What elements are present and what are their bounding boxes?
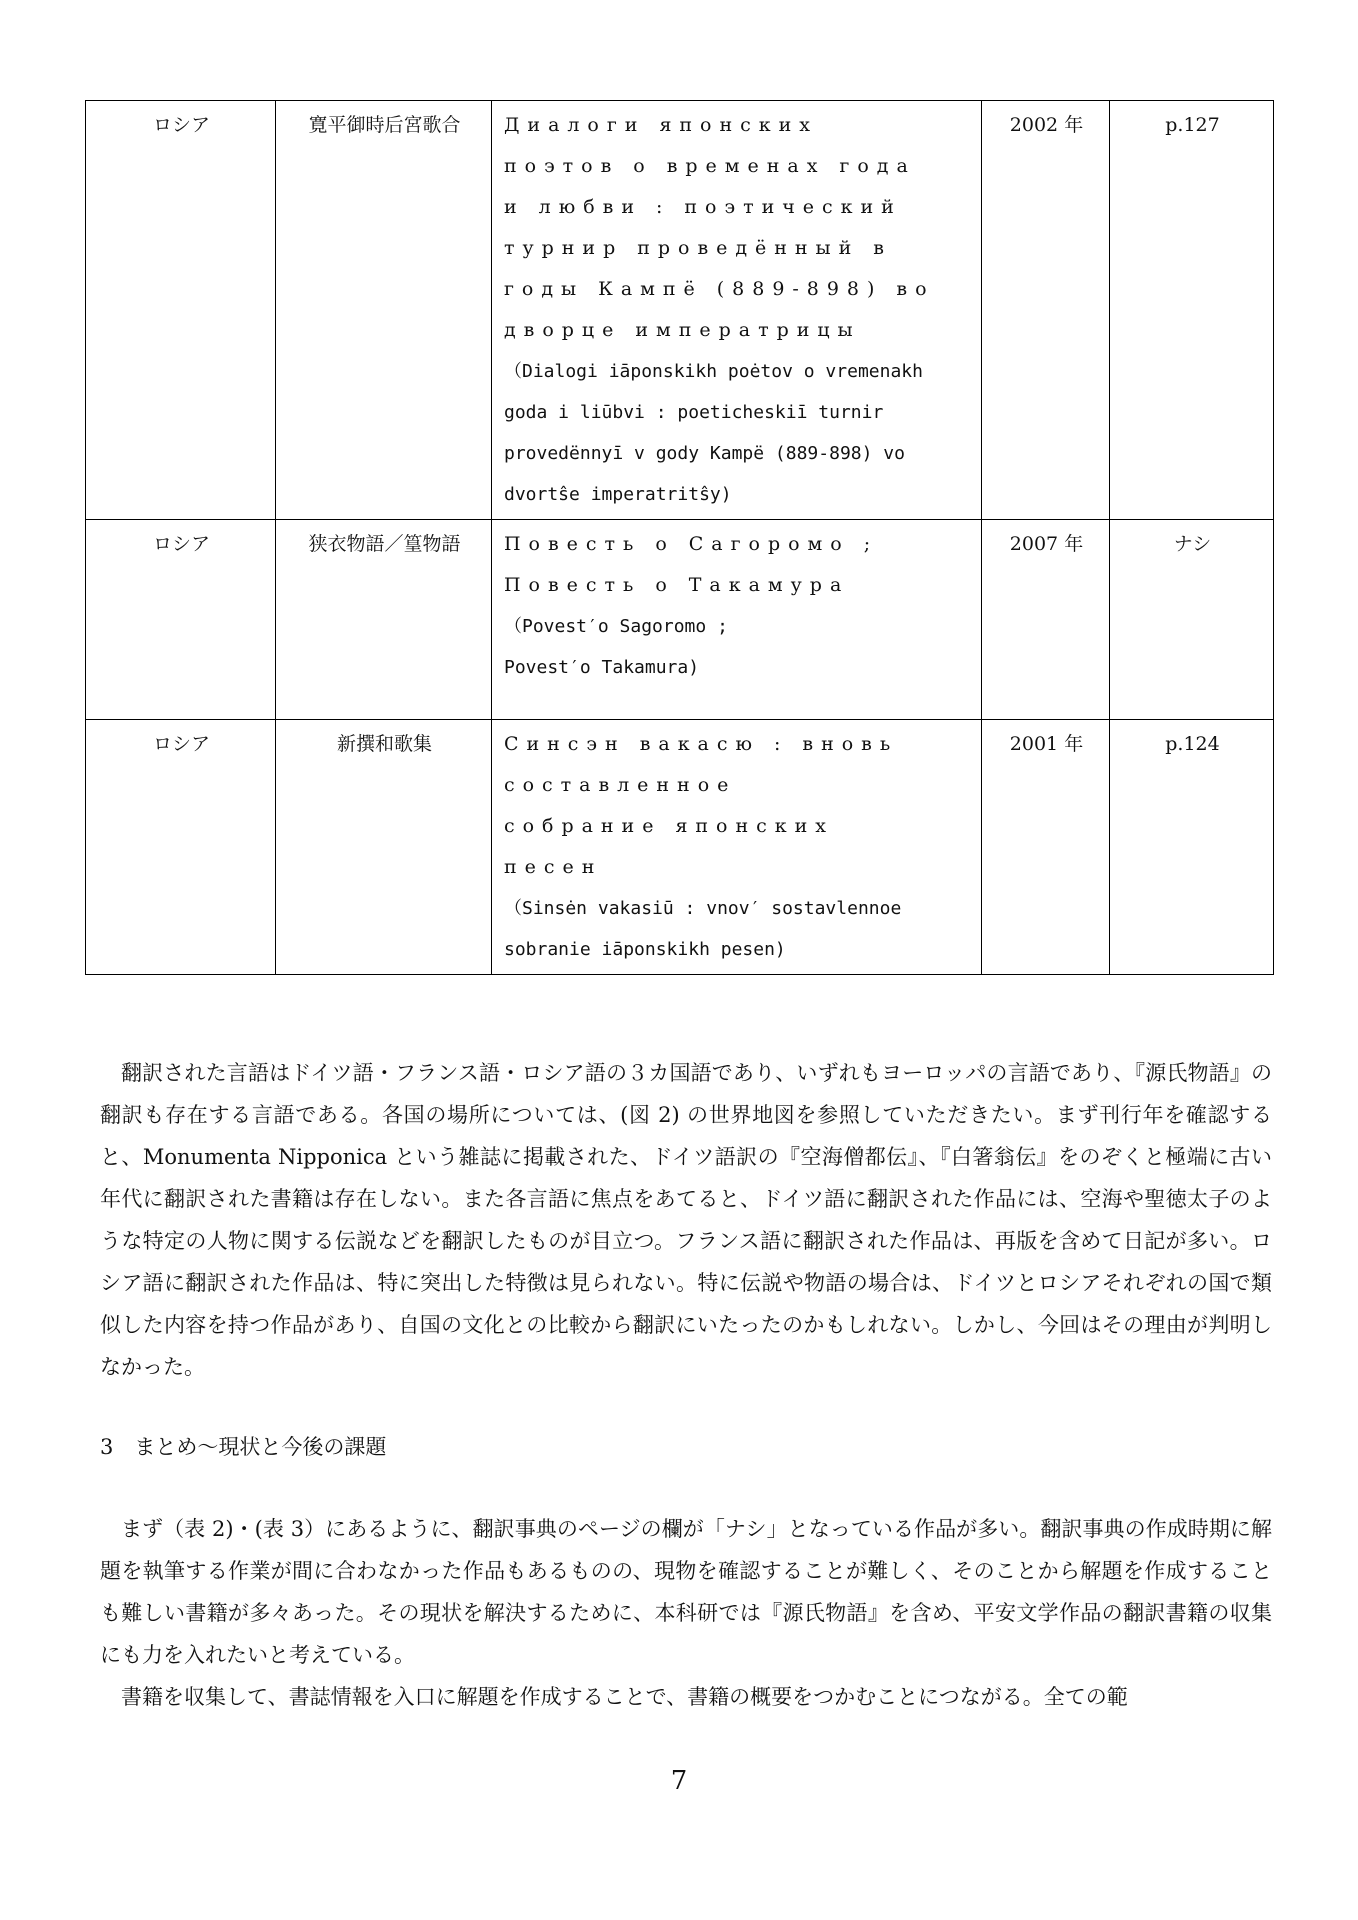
translations-table	[85, 100, 1274, 975]
cell-page: ナシ	[1110, 520, 1274, 720]
table-row	[86, 720, 1274, 975]
title-line: собрание японских	[504, 815, 834, 837]
title-line: турнир проведённый в	[504, 237, 892, 259]
cell-work: 新撰和歌集	[276, 720, 492, 975]
title-line: goda i liūbvi : poeticheskiī turnir	[504, 402, 884, 423]
cell-country: ロシア	[86, 720, 276, 975]
title-line: песен	[504, 856, 603, 878]
cell-year: 2001 年	[982, 720, 1110, 975]
cell-year: 2007 年	[982, 520, 1110, 720]
title-line: Диалоги японских	[504, 114, 818, 136]
title-line: годы Кампё (889-898) во	[504, 278, 935, 300]
title-line: Синсэн вакасю : вновь	[504, 733, 899, 755]
title-line: поэтов о временах года	[504, 155, 916, 177]
title-line: составленное	[504, 774, 737, 796]
title-line: Povest′o Takamura)	[504, 657, 700, 678]
title-line: （Sinsėn vakasiū : vnov′ sostavlennoe	[504, 898, 902, 919]
section-heading: 3 まとめ～現状と今後の課題	[100, 1435, 387, 1459]
table-body	[86, 101, 1274, 975]
table-row	[86, 520, 1274, 720]
title-line: （Povest′o Sagoromo ;	[504, 616, 728, 637]
cell-year: 2002 年	[982, 101, 1110, 520]
paragraph-translated-languages: 翻訳された言語はドイツ語・フランス語・ロシア語の３カ国語であり、いずれもヨーロッパの言語であり、『源氏物語』の翻訳も存在する言語である。各国の場所については、(図 2) の世界地図を参照していただきたい。まず刊行年を確認すると、Monumenta Nipponica という雑誌に掲載された、ドイツ語訳の『空海僧都伝』、『白箸翁伝』をのぞくと極端に古い年代に翻訳された書籍は存在しない。また各言語に焦点をあてると、ドイツ語に翻訳された作品には、空海や聖徳太子のような特定の人物に関する伝説などを翻訳したものが目立つ。フランス語に翻訳された作品は、再版を含めて日記が多い。ロシア語に翻訳された作品は、特に突出した特徴は見られない。特に伝説や物語の場合は、ドイツとロシアそれぞれの国で類似した内容を持つ作品があり、自国の文化との比較から翻訳にいたったのかもしれない。しかし、今回はその理由が判明しなかった。	[100, 1061, 1272, 1379]
cell-page: p.127	[1110, 101, 1274, 520]
cell-work: 寛平御時后宮歌合	[276, 101, 492, 520]
page-number: 7	[670, 1766, 688, 1796]
title-line: dvortŝe imperatritŝy)	[504, 484, 732, 505]
cell-page: p.124	[1110, 720, 1274, 975]
title-line: Повесть о Такамура	[504, 574, 850, 596]
cell-title	[492, 720, 982, 975]
cell-work: 狭衣物語／篁物語	[276, 520, 492, 720]
paragraph-future-work: 書籍を収集して、書誌情報を入口に解題を作成することで、書籍の概要をつかむことにつながる。全ての範	[121, 1685, 1128, 1709]
cell-title	[492, 520, 982, 720]
title-line: （Dialogi iāponskikh poėtov o vremenakh	[504, 361, 923, 382]
title-line: Повесть о Сагоромо ;	[504, 533, 879, 555]
cell-country: ロシア	[86, 101, 276, 520]
paragraph-current-status: まず（表 2)・(表 3）にあるように、翻訳事典のページの欄が「ナシ」となっている作品が多い。翻訳事典の作成時期に解題を執筆する作業が間に合わなかった作品もあるものの、現物を確認することが難しく、そのことから解題を作成することも難しい書籍が多々あった。その現状を解決するために、本科研では『源氏物語』を含め、平安文学作品の翻訳書籍の収集にも力を入れたいと考えている。	[100, 1517, 1272, 1667]
title-line: provedënnyī v gody Kampë (889-898) vo	[504, 443, 905, 464]
cell-title	[492, 101, 982, 520]
title-line: дворце императрицы	[504, 319, 861, 341]
title-line: и любви : поэтический	[504, 196, 902, 218]
cell-country: ロシア	[86, 520, 276, 720]
table-row	[86, 101, 1274, 520]
title-line: sobranie iāponskikh pesen)	[504, 939, 786, 960]
